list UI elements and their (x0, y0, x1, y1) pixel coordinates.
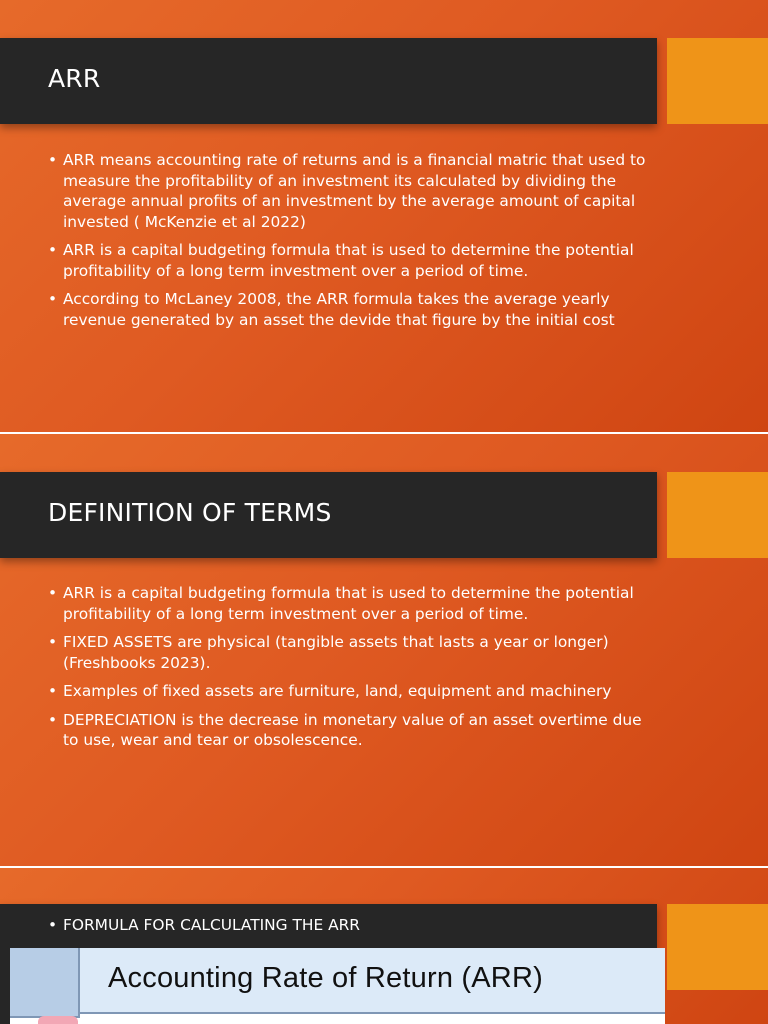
decorative-tab (38, 1016, 78, 1024)
arr-formula-image (10, 948, 665, 1024)
bullet-item: • According to McLaney 2008, the ARR formula takes the average yearly revenue generated by an asset the devide that figure by the initial cost (48, 289, 648, 330)
bullet-item: • ARR is a capital budgeting formula that is used to determine the potential profitability of a long term investment over a period of time. (48, 240, 648, 281)
accent-block (667, 904, 768, 990)
bullet-list (48, 150, 648, 338)
arr-title-box (80, 948, 665, 1014)
bullet-item: • Examples of fixed assets are furniture, land, equipment and machinery (48, 681, 648, 702)
title-bar (0, 38, 657, 124)
slide-arr (0, 0, 768, 432)
bullet-item: • ARR means accounting rate of returns and is a financial matric that used to measure the profitability of an investment its calculated by dividing the average annual profits of an investment by the average amount of capital invested ( McKenzie et al 2022) (48, 150, 648, 232)
slide-title: DEFINITION OF TERMS (48, 498, 332, 527)
accent-block (667, 472, 768, 558)
title-bar (0, 472, 657, 558)
bullet-item: • FIXED ASSETS are physical (tangible assets that lasts a year or longer) (Freshbooks 2023). (48, 632, 648, 673)
bullet-item: • DEPRECIATION is the decrease in monetary value of an asset overtime due to use, wear and tear or obsolescence. (48, 710, 648, 751)
bullet-list (48, 583, 648, 759)
slide-definition-of-terms (0, 434, 768, 866)
formula-bullet: • FORMULA FOR CALCULATING THE ARR (48, 916, 360, 934)
bullet-item: • ARR is a capital budgeting formula that is used to determine the potential profitability of a long term investment over a period of time. (48, 583, 648, 624)
slide-title: ARR (48, 64, 101, 93)
accent-block (667, 38, 768, 124)
slide-formula (0, 868, 768, 1024)
decorative-swatch (10, 948, 80, 1018)
arr-image-title: Accounting Rate of Return (ARR) (108, 962, 543, 994)
